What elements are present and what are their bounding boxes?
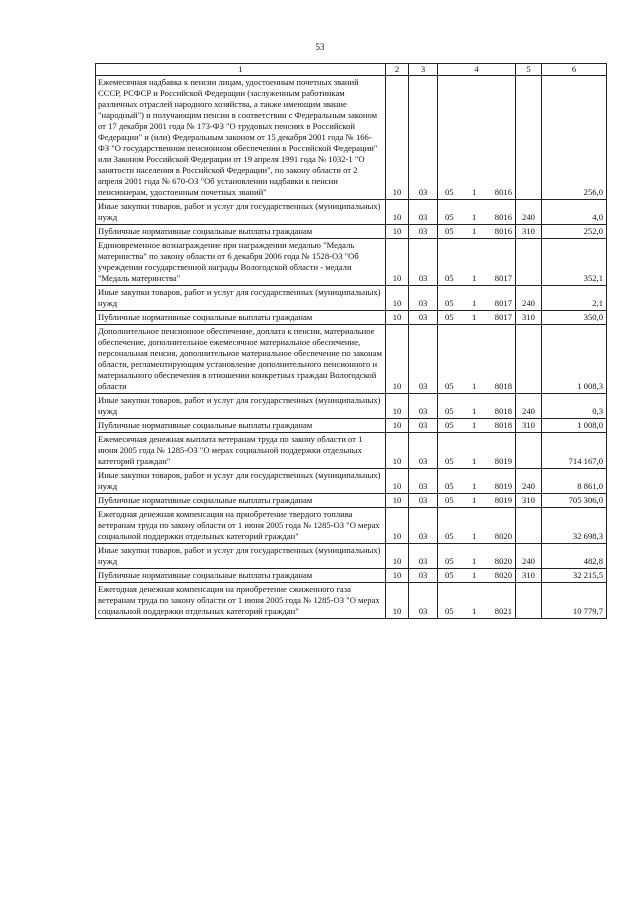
row-rz: 10 <box>386 494 409 508</box>
row-pr: 03 <box>409 419 438 433</box>
row-name: Единовременное вознаграждение при награждении медалью "Медаль материнства" по закону области от 6 декабря 2006 года № 1528-ОЗ "Об учреждении государственной награды Вологодской области - медали "Медаль материнства" <box>96 239 386 286</box>
row-pr: 03 <box>409 286 438 311</box>
row-name: Публичные нормативные социальные выплаты гражданам <box>96 311 386 325</box>
row-name: Иные закупки товаров, работ и услуг для государственных (муниципальных) нужд <box>96 544 386 569</box>
row-csr-sub: 1 <box>472 298 477 308</box>
row-rz: 10 <box>386 225 409 239</box>
row-vr: 240 <box>516 469 542 494</box>
column-header-6: 6 <box>542 64 607 76</box>
row-csr <box>438 469 516 494</box>
row-amount: 0,3 <box>542 394 607 419</box>
row-csr-code: 8016 <box>494 187 512 197</box>
row-name: Иные закупки товаров, работ и услуг для государственных (муниципальных) нужд <box>96 469 386 494</box>
row-vr <box>516 583 542 619</box>
column-header-4: 4 <box>438 64 516 76</box>
table-row <box>96 239 607 286</box>
table-row <box>96 544 607 569</box>
row-pr: 03 <box>409 311 438 325</box>
row-csr-code: 8020 <box>494 570 512 580</box>
row-rz: 10 <box>386 239 409 286</box>
row-csr <box>438 494 516 508</box>
row-csr-program: 05 <box>445 226 454 236</box>
row-amount: 1 008,0 <box>542 419 607 433</box>
table-row <box>96 433 607 469</box>
row-csr <box>438 200 516 225</box>
column-header-1: 1 <box>96 64 386 76</box>
table-row <box>96 469 607 494</box>
row-csr-sub: 1 <box>472 481 477 491</box>
row-csr <box>438 583 516 619</box>
table-row <box>96 225 607 239</box>
row-csr-program: 05 <box>445 212 454 222</box>
table-body <box>96 76 607 619</box>
row-amount: 10 779,7 <box>542 583 607 619</box>
row-name: Публичные нормативные социальные выплаты гражданам <box>96 569 386 583</box>
table-row <box>96 508 607 544</box>
row-vr: 310 <box>516 225 542 239</box>
row-pr: 03 <box>409 508 438 544</box>
row-csr-program: 05 <box>445 273 454 283</box>
row-name: Публичные нормативные социальные выплаты гражданам <box>96 225 386 239</box>
row-vr: 310 <box>516 419 542 433</box>
row-csr-sub: 1 <box>472 456 477 466</box>
row-csr-sub: 1 <box>472 495 477 505</box>
row-rz: 10 <box>386 544 409 569</box>
row-csr-sub: 1 <box>472 406 477 416</box>
row-csr <box>438 225 516 239</box>
row-vr: 240 <box>516 286 542 311</box>
row-amount: 352,1 <box>542 239 607 286</box>
row-rz: 10 <box>386 433 409 469</box>
row-amount: 705 306,0 <box>542 494 607 508</box>
row-vr: 240 <box>516 200 542 225</box>
row-vr: 310 <box>516 569 542 583</box>
row-pr: 03 <box>409 433 438 469</box>
row-rz: 10 <box>386 508 409 544</box>
row-amount: 1 008,3 <box>542 325 607 394</box>
row-pr: 03 <box>409 469 438 494</box>
row-csr-code: 8018 <box>494 406 512 416</box>
row-rz: 10 <box>386 325 409 394</box>
header-row <box>96 64 607 76</box>
column-header-2: 2 <box>386 64 409 76</box>
row-pr: 03 <box>409 239 438 286</box>
row-csr <box>438 286 516 311</box>
column-header-3: 3 <box>409 64 438 76</box>
row-vr <box>516 508 542 544</box>
table-row <box>96 76 607 200</box>
row-rz: 10 <box>386 569 409 583</box>
row-csr-code: 8016 <box>494 226 512 236</box>
row-name: Ежемесячная денежная выплата ветеранам труда по закону области от 1 июня 2005 года № 1285-ОЗ "О мерах социальной поддержки отдельных категорий граждан" <box>96 433 386 469</box>
row-amount: 32 698,3 <box>542 508 607 544</box>
row-csr <box>438 76 516 200</box>
table-row <box>96 394 607 419</box>
row-amount: 8 861,0 <box>542 469 607 494</box>
row-vr: 240 <box>516 394 542 419</box>
row-amount: 2,1 <box>542 286 607 311</box>
row-csr-program: 05 <box>445 531 454 541</box>
row-name: Ежемесячная надбавка к пенсии лицам, удостоенным почетных званий СССР, РСФСР и Российской Федерации (заслуженным работникам различных отраслей народного хозяйства, а также имеющим звание "народный") и получающим пенсии в соответствии с Федеральным законом от 17 декабря 2001 года № 173-ФЗ "О трудовых пенсиях в Российской Федерации" и (или) Федеральным законом от 15 декабря 2001 года № 166-ФЗ "О государственном пенсионном обеспечении в Российской Федерации" или Законом Российской Федерации от 19 апреля 1991 года № 1032-1 "О занятости населения в Российской Федерации", по закону области от 2 апреля 2001 года № 670-ОЗ "Об установлении надбавки к пенсии пенсионерам, удостоенным почетных званий" <box>96 76 386 200</box>
row-csr-program: 05 <box>445 420 454 430</box>
row-pr: 03 <box>409 225 438 239</box>
row-vr: 310 <box>516 311 542 325</box>
row-vr <box>516 433 542 469</box>
row-csr-sub: 1 <box>472 606 477 616</box>
row-rz: 10 <box>386 419 409 433</box>
table-row <box>96 419 607 433</box>
row-vr <box>516 325 542 394</box>
page-number: 53 <box>315 42 325 52</box>
table-row <box>96 200 607 225</box>
row-pr: 03 <box>409 394 438 419</box>
row-csr-sub: 1 <box>472 226 477 236</box>
row-amount: 714 167,0 <box>542 433 607 469</box>
row-csr-sub: 1 <box>472 212 477 222</box>
budget-table <box>95 63 607 619</box>
table-row <box>96 325 607 394</box>
row-csr-code: 8017 <box>494 273 512 283</box>
row-rz: 10 <box>386 200 409 225</box>
row-vr <box>516 239 542 286</box>
row-rz: 10 <box>386 286 409 311</box>
row-csr-program: 05 <box>445 312 454 322</box>
row-vr: 310 <box>516 494 542 508</box>
row-name: Ежегодная денежная компенсация на приобретение сжиженного газа ветеранам труда по закону области от 1 июня 2005 года № 1285-ОЗ "О мерах социальной поддержки отдельных категорий граждан" <box>96 583 386 619</box>
table-row <box>96 569 607 583</box>
row-csr-program: 05 <box>445 556 454 566</box>
row-name: Ежегодная денежная компенсация на приобретение твердого топлива ветеранам труда по закону области от 1 июня 2005 года № 1285-ОЗ "О мерах социальной поддержки отдельных категорий граждан" <box>96 508 386 544</box>
table-row <box>96 583 607 619</box>
row-csr <box>438 569 516 583</box>
row-csr <box>438 433 516 469</box>
row-name: Иные закупки товаров, работ и услуг для государственных (муниципальных) нужд <box>96 200 386 225</box>
row-csr-code: 8018 <box>494 420 512 430</box>
row-csr-sub: 1 <box>472 420 477 430</box>
row-csr-sub: 1 <box>472 531 477 541</box>
row-csr-sub: 1 <box>472 570 477 580</box>
row-csr-program: 05 <box>445 606 454 616</box>
row-rz: 10 <box>386 76 409 200</box>
row-pr: 03 <box>409 76 438 200</box>
row-csr <box>438 419 516 433</box>
row-name: Иные закупки товаров, работ и услуг для государственных (муниципальных) нужд <box>96 286 386 311</box>
row-csr-program: 05 <box>445 381 454 391</box>
row-rz: 10 <box>386 394 409 419</box>
row-pr: 03 <box>409 325 438 394</box>
row-name: Публичные нормативные социальные выплаты гражданам <box>96 494 386 508</box>
row-csr-code: 8020 <box>494 556 512 566</box>
table-row <box>96 494 607 508</box>
row-amount: 4,0 <box>542 200 607 225</box>
row-csr-program: 05 <box>445 298 454 308</box>
row-csr <box>438 311 516 325</box>
row-name: Иные закупки товаров, работ и услуг для государственных (муниципальных) нужд <box>96 394 386 419</box>
row-csr-code: 8018 <box>494 381 512 391</box>
row-csr-code: 8019 <box>494 456 512 466</box>
row-csr-code: 8017 <box>494 312 512 322</box>
row-rz: 10 <box>386 583 409 619</box>
row-csr-program: 05 <box>445 495 454 505</box>
row-csr <box>438 508 516 544</box>
row-csr-code: 8019 <box>494 495 512 505</box>
row-csr <box>438 325 516 394</box>
row-csr-sub: 1 <box>472 556 477 566</box>
row-csr-program: 05 <box>445 406 454 416</box>
row-amount: 482,8 <box>542 544 607 569</box>
row-csr-code: 8019 <box>494 481 512 491</box>
row-vr <box>516 76 542 200</box>
row-csr-sub: 1 <box>472 187 477 197</box>
row-csr-code: 8016 <box>494 212 512 222</box>
row-csr-program: 05 <box>445 187 454 197</box>
row-csr-program: 05 <box>445 456 454 466</box>
row-csr-code: 8017 <box>494 298 512 308</box>
row-pr: 03 <box>409 583 438 619</box>
row-amount: 256,0 <box>542 76 607 200</box>
row-csr <box>438 239 516 286</box>
row-csr-code: 8021 <box>494 606 512 616</box>
row-rz: 10 <box>386 311 409 325</box>
row-pr: 03 <box>409 200 438 225</box>
row-pr: 03 <box>409 544 438 569</box>
row-csr-code: 8020 <box>494 531 512 541</box>
row-csr <box>438 394 516 419</box>
row-csr-sub: 1 <box>472 312 477 322</box>
row-vr: 240 <box>516 544 542 569</box>
row-name: Публичные нормативные социальные выплаты гражданам <box>96 419 386 433</box>
row-csr-program: 05 <box>445 570 454 580</box>
row-amount: 252,0 <box>542 225 607 239</box>
row-csr <box>438 544 516 569</box>
row-amount: 350,0 <box>542 311 607 325</box>
row-pr: 03 <box>409 569 438 583</box>
row-csr-sub: 1 <box>472 381 477 391</box>
row-csr-program: 05 <box>445 481 454 491</box>
row-rz: 10 <box>386 469 409 494</box>
column-header-5: 5 <box>516 64 542 76</box>
row-amount: 32 215,5 <box>542 569 607 583</box>
row-csr-sub: 1 <box>472 273 477 283</box>
row-pr: 03 <box>409 494 438 508</box>
row-name: Дополнительное пенсионное обеспечение, доплата к пенсии, материальное обеспечение, дополнительное ежемесячное материальное обеспечение, персональная пенсия, дополнительное материальное обеспечение по законам области, регламентирующим установление дополнительного пенсионного и материального обеспечения в отношении конкретных граждан Вологодской области <box>96 325 386 394</box>
table-row <box>96 311 607 325</box>
table-row <box>96 286 607 311</box>
